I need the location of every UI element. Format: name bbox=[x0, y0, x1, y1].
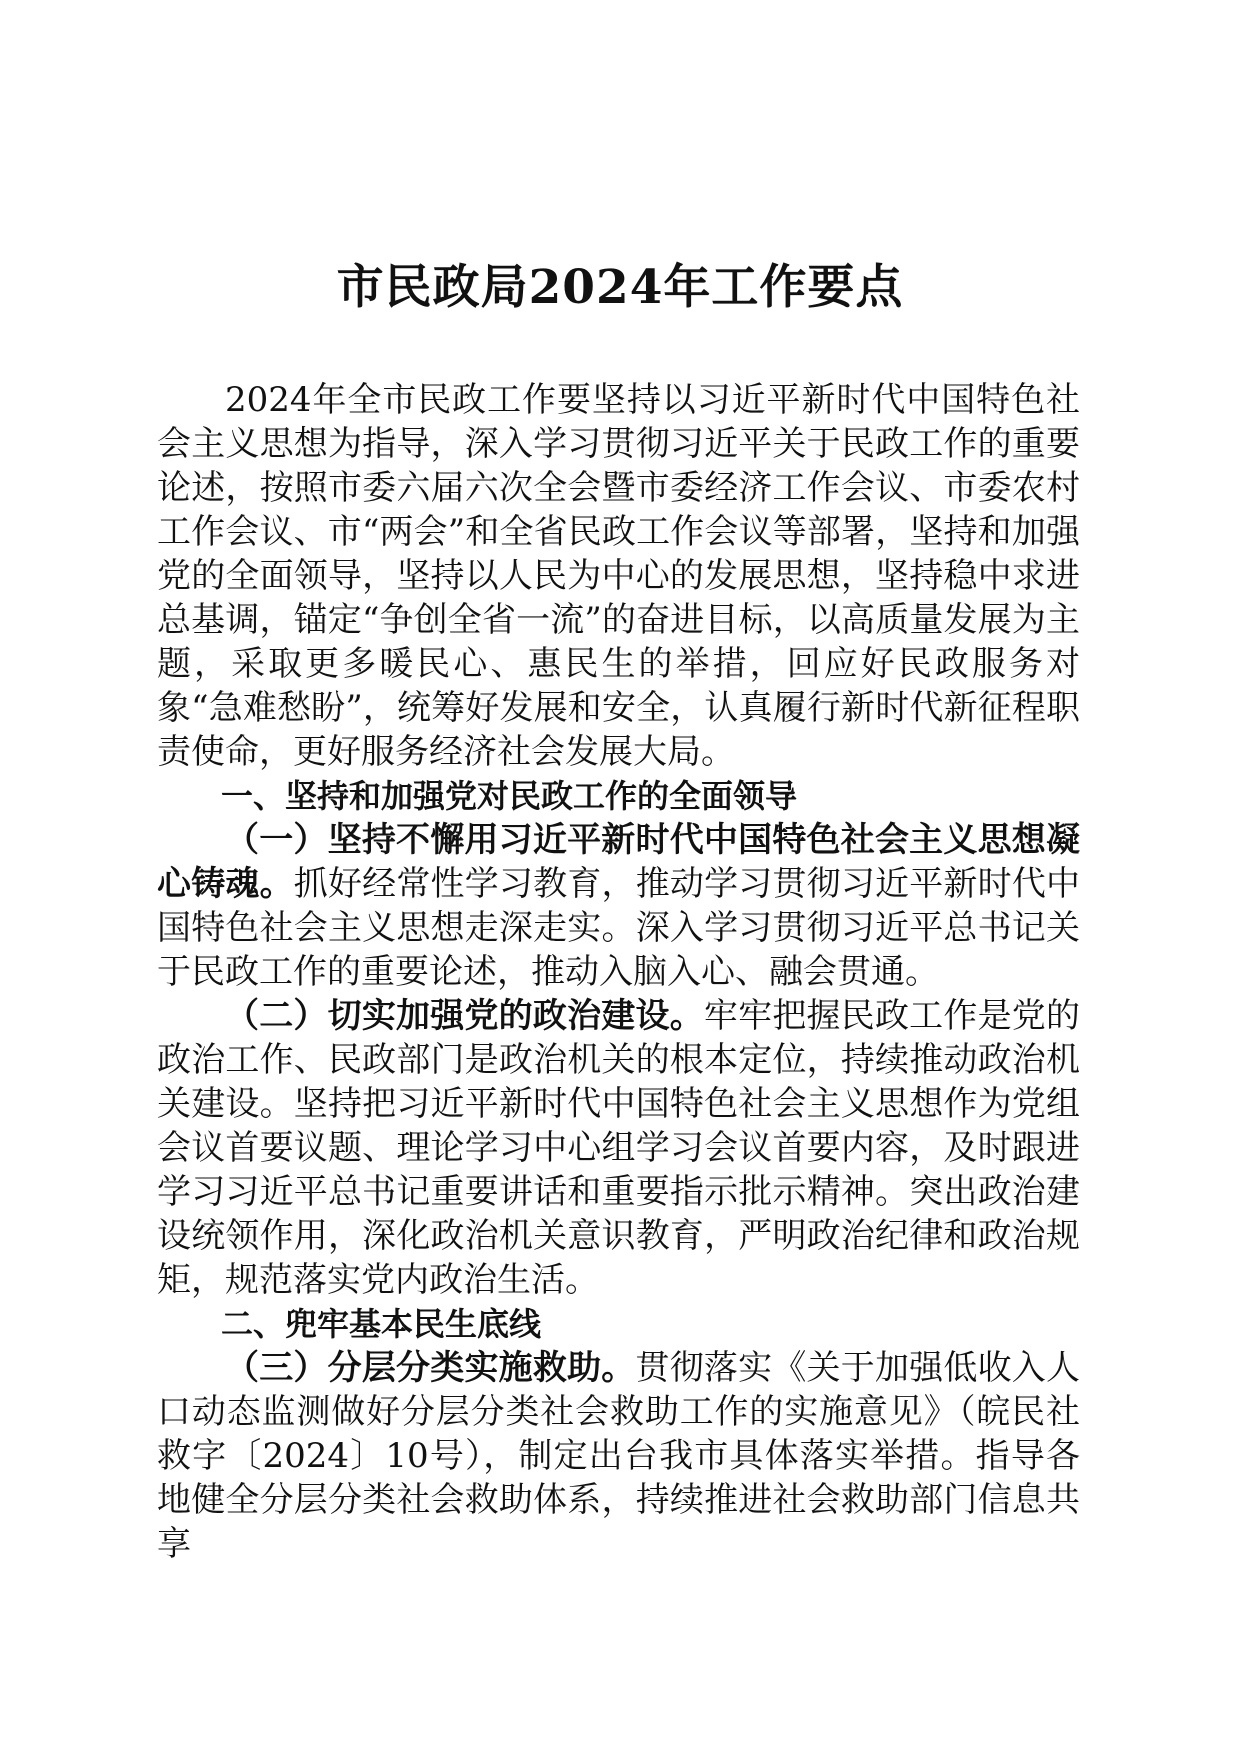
item-text-2: 牢牢把握民政工作是党的政治工作、民政部门是政治机关的根本定位，持续推动政治机关建设。坚持把习近平新时代中国特色社会主义思想作为党组会议首要议题、理论学习中心组学习会议首要内容，及时跟进学习习近平总书记重要讲话和重要指示批示精神。突出政治建设统领作用，深化政治机关意识教育，严明政治纪律和政治规矩，规范落实党内政治生活。 bbox=[157, 996, 1081, 1300]
item-title-1: （一）坚持不懈用习近平新时代中国特色社会主义思想凝心铸魂。 bbox=[157, 820, 1080, 904]
section-heading-2: 二、兜牢基本民生底线 bbox=[221, 1305, 542, 1343]
document-title: 市民政局2024年工作要点 bbox=[336, 260, 904, 315]
item-paragraph-2 bbox=[157, 994, 1080, 1302]
item-text-3: 贯彻落实《关于加强低收入人口动态监测做好分层分类社会救助工作的实施意见》（皖民社救字〔2024〕10号），制定出台我市具体落实举措。指导各地健全分层分类社会救助体系，持续推进社会救助部门信息共享 bbox=[157, 1348, 1080, 1564]
item-paragraph-1 bbox=[157, 818, 1080, 994]
item-text-1: 抓好经常性学习教育，推动学习贯彻习近平新时代中国特色社会主义思想走深走实。深入学习贯彻习近平总书记关于民政工作的重要论述，推动入脑入心、融会贯通。 bbox=[157, 864, 1081, 992]
section-heading-1: 一、坚持和加强党对民政工作的全面领导 bbox=[221, 777, 798, 815]
intro-paragraph: 2024年全市民政工作要坚持以习近平新时代中国特色社会主义思想为指导，深入学习贯彻习近平关于民政工作的重要论述，按照市委六届六次全会暨市委经济工作会议、市委农村工作会议、市“两会”和全省民政工作会议等部署，坚持和加强党的全面领导，坚持以人民为中心的发展思想，坚持稳中求进总基调，锚定“争创全省一流”的奋进目标，以高质量发展为主题，采取更多暖民心、惠民生的举措，回应好民政服务对象“急难愁盼”，统筹好发展和安全，认真履行新时代新征程职责使命，更好服务经济社会发展大局。 bbox=[157, 380, 1080, 772]
document-body bbox=[157, 378, 1080, 1566]
item-title-3: （三）分层分类实施救助。 bbox=[225, 1348, 636, 1388]
item-paragraph-3 bbox=[157, 1346, 1080, 1566]
item-title-2: （二）切实加强党的政治建设。 bbox=[225, 996, 704, 1036]
